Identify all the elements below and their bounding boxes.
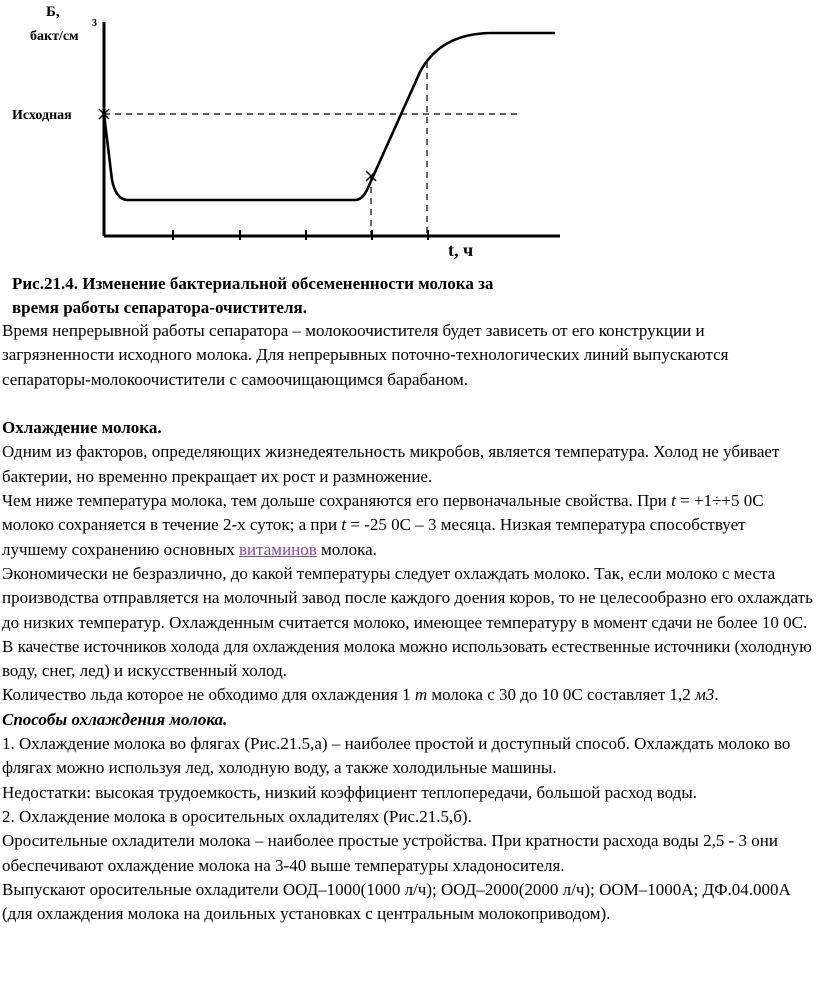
text-run: молока. bbox=[316, 539, 377, 559]
paragraph: Оросительные охладители молока – наиболее простые устройства. При кратности расхода воды 2,5 - 3 они обеспечивают охлаждение молока на 3-40 выше температуры хладоносителя. bbox=[2, 831, 778, 875]
text-run: Количество льда которое не обходимо для охлаждения 1 bbox=[2, 685, 415, 705]
curve-marker bbox=[99, 109, 376, 181]
text-run: Чем ниже температура молока, тем дольше сохраняются его первоначальные свойства. При bbox=[2, 491, 672, 511]
section-heading-methods: Способы охлаждения молока. bbox=[2, 709, 228, 729]
paragraph: Недостатки: высокая трудоемкость, низкий коэффициент теплопередачи, большой расход воды. bbox=[2, 782, 697, 802]
bacteria-curve bbox=[104, 33, 555, 200]
paragraph: Экономически не безразлично, до какой температуры следует охлаждать молоко. Так, если молоко с места производства отправляется на молочный завод после каждого доения коров, то не целесообразно его охлаждать до низких температур. Охлажденным считается молоко, имеющее температуру в момент сдачи не более 10 0С. bbox=[2, 563, 813, 632]
text-run: молока с 30 до 10 0С составляет 1,2 bbox=[427, 685, 695, 705]
vitamins-link[interactable]: витаминов bbox=[239, 539, 317, 559]
paragraph: Время непрерывной работы сепаратора – молокоочистителя будет зависеть от его конструкции и загрязненности исходного молока. Для непрерывных поточно-технологических линий выпускаются сепараторы-молокоочистители с самоочищающимся барабаном. bbox=[2, 321, 729, 389]
paragraph: В качестве источников холода для охлаждения молока можно использовать естественные источники (холодную воду, снег, лед) и искусственный холод. bbox=[2, 636, 812, 681]
body-text bbox=[2, 319, 814, 926]
figure-caption bbox=[12, 272, 612, 320]
text-run: = -25 0С – 3 месяца. Низкая температура способствует лучшему сохранению основных bbox=[2, 515, 746, 559]
paragraph bbox=[2, 683, 814, 707]
paragraph: Выпускают оросительные охладители ООД–1000(1000 л/ч); ООД–2000(2000 л/ч); ООМ–1000А; ДФ.04.000А (для охлаждения молока на доильных установках с центральным молокоприводом). bbox=[2, 879, 791, 924]
y-axis-unit-label: бакт/см bbox=[30, 29, 79, 44]
text-run: t bbox=[341, 515, 347, 535]
caption-line-2: время работы сепаратора-очистителя. bbox=[12, 298, 307, 317]
paragraph: Одним из факторов, определяющих жизнедеятельность микробов, является температура. Холод не убивает бактерии, но временно прекращает их рост и размножение. bbox=[2, 442, 780, 486]
text-run: т bbox=[414, 685, 428, 705]
section-heading-cooling: Охлаждение молока. bbox=[2, 418, 162, 438]
text-run: м3 bbox=[695, 685, 715, 705]
text-run: = +1÷+5 0С молоко сохраняется в течение 2-х суток; а при bbox=[2, 491, 764, 535]
y-axis-unit-superscript: 3 bbox=[92, 18, 97, 29]
paragraph-gap bbox=[2, 392, 814, 416]
initial-level-label: Исходная bbox=[12, 108, 72, 123]
paragraph: 2. Охлаждение молока в оросительных охладителях (Рис.21.5,б). bbox=[2, 806, 472, 826]
text-run: . bbox=[714, 685, 719, 705]
paragraph bbox=[2, 489, 814, 562]
text-run: t bbox=[671, 491, 676, 511]
y-axis-label: Б, bbox=[46, 4, 60, 20]
x-axis-label: t, ч bbox=[448, 240, 474, 260]
caption-line-1: Рис.21.4. Изменение бактериальной обсемененности молока за bbox=[12, 274, 494, 293]
paragraph: 1. Охлаждение молока во флягах (Рис.21.5,а) – наиболее простой и доступный способ. Охлаждать молоко во флягах можно используя лед, холодную воду, а также холодильные машины. bbox=[2, 734, 791, 778]
bacteria-curve-figure bbox=[0, 0, 620, 270]
